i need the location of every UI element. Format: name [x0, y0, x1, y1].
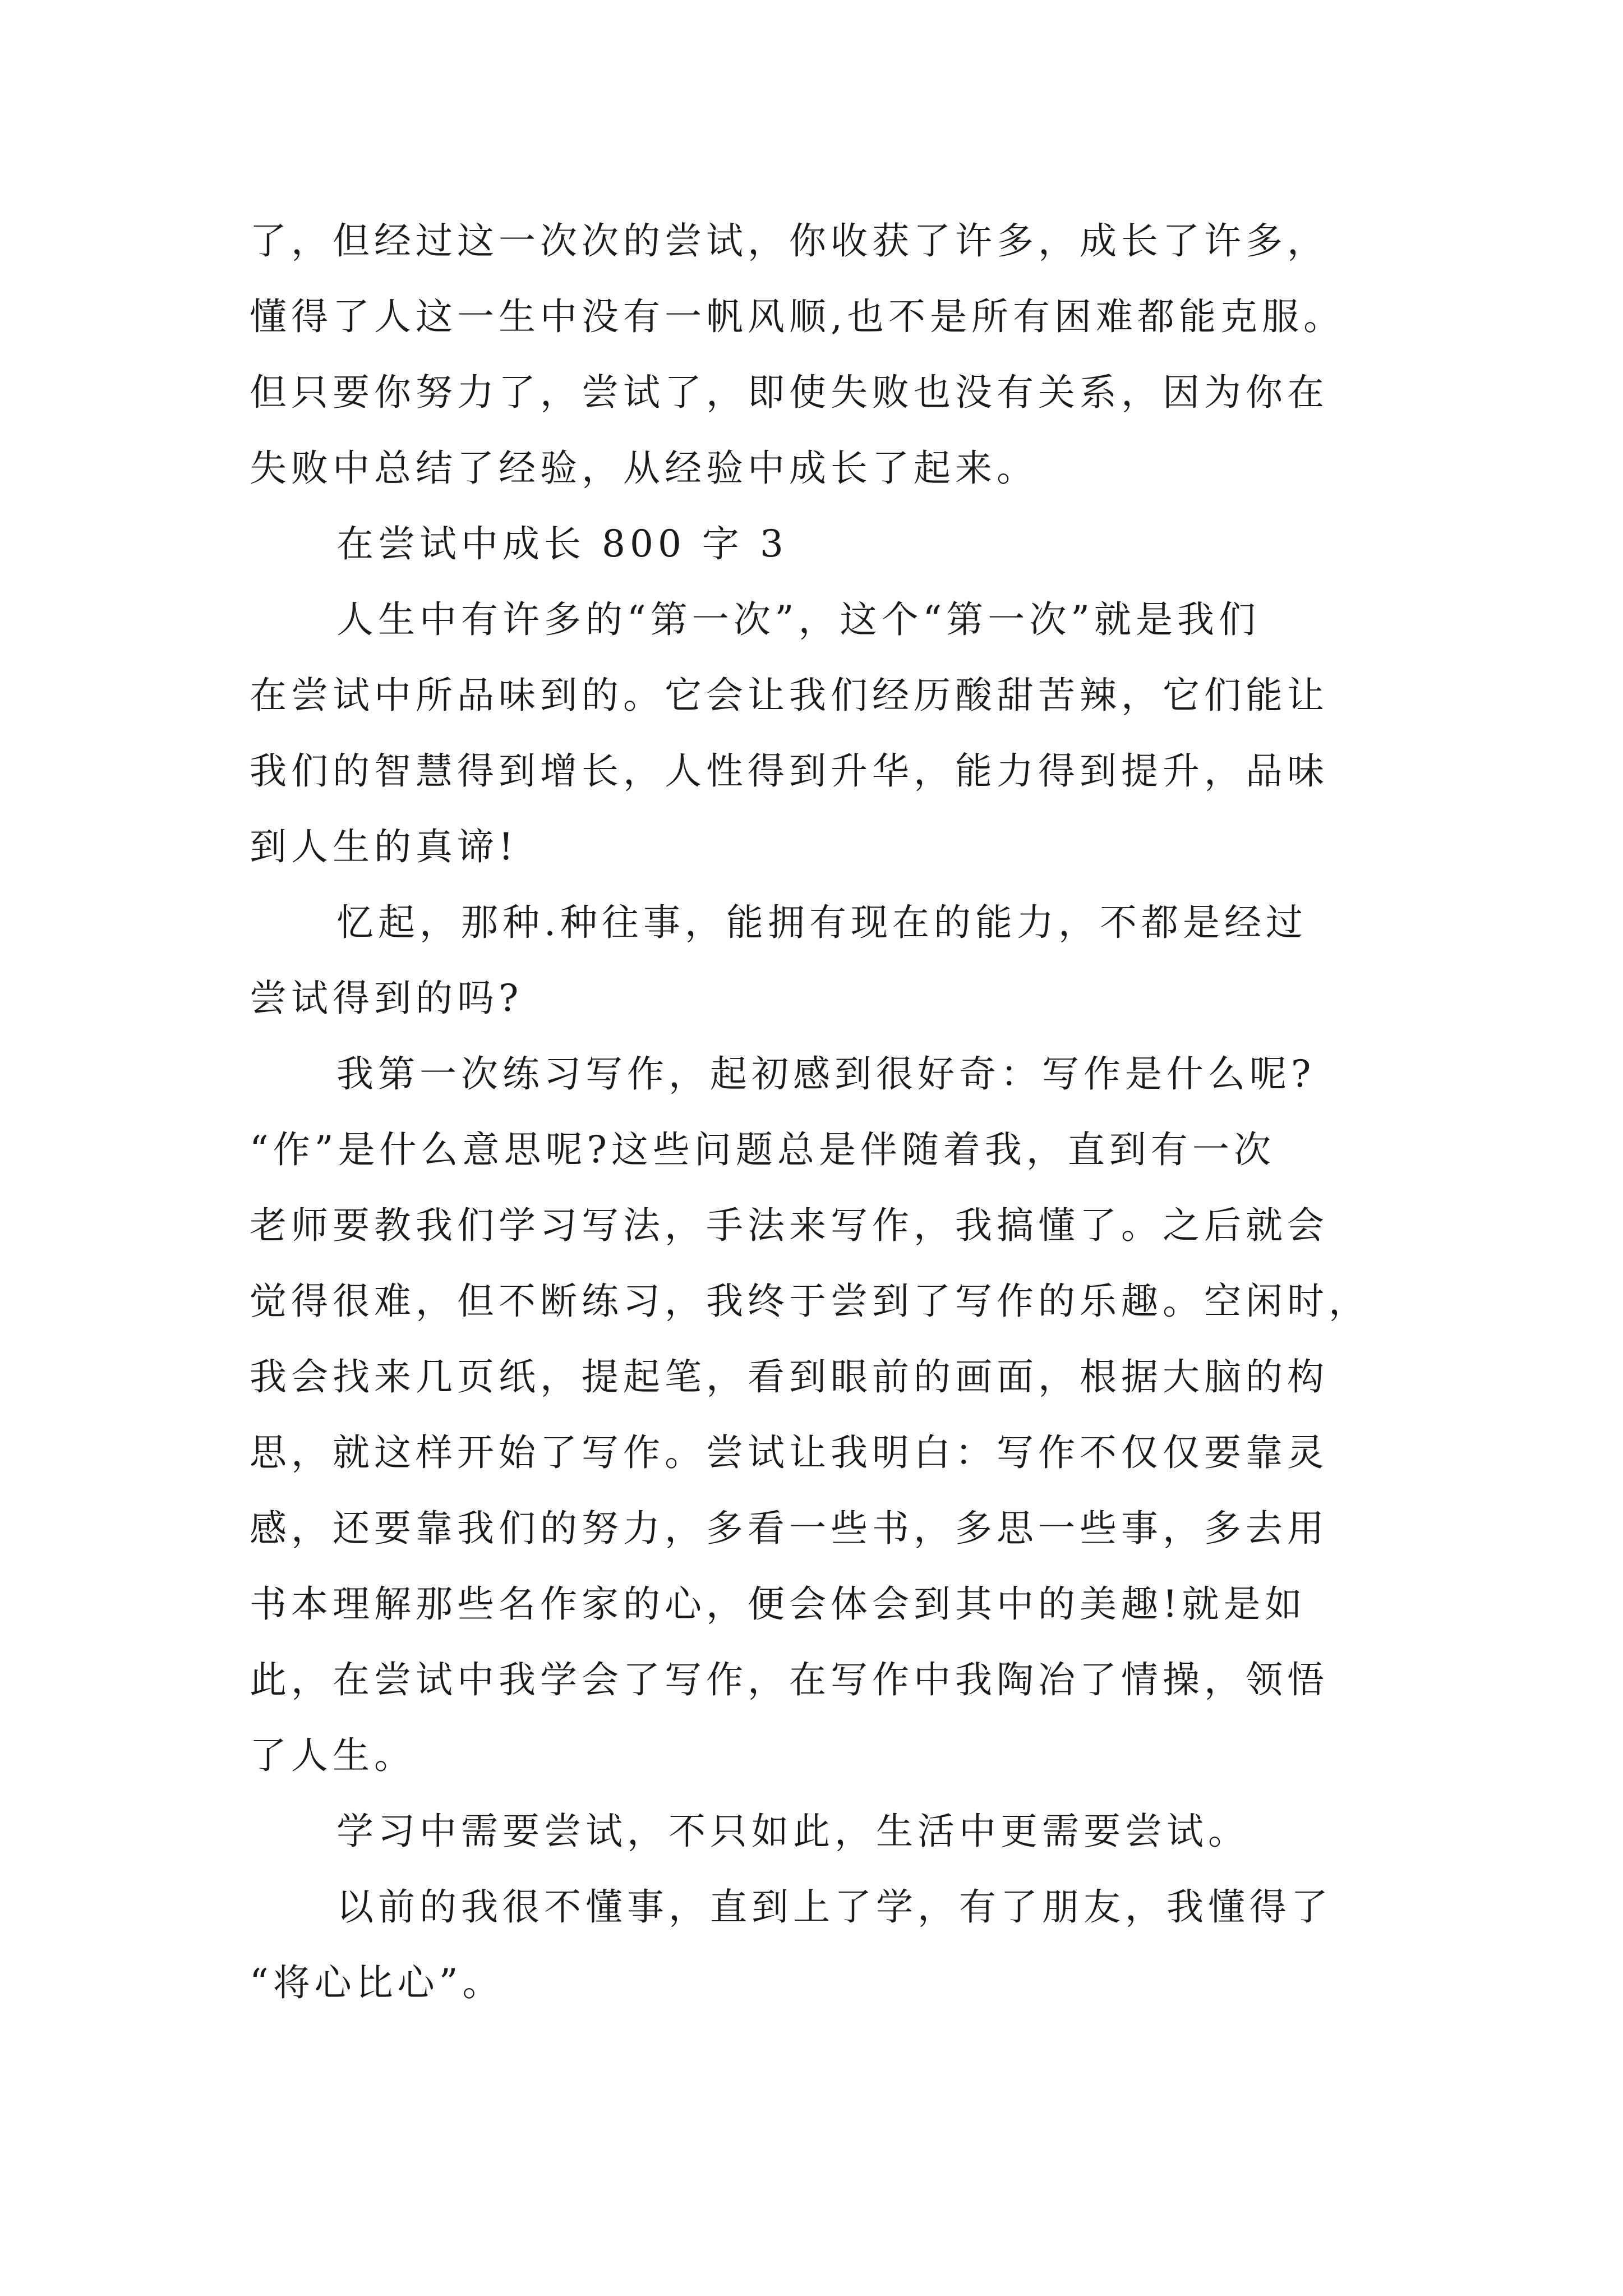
text-line: 我第一次练习写作，起初感到很好奇：写作是什么呢? — [336, 1052, 1316, 1096]
text-line: 我们的智慧得到增长，人性得到升华，能力得到提升，品味 — [250, 749, 1329, 793]
text-line: “将心比心”。 — [250, 1961, 504, 2004]
text-line: 人生中有许多的“第一次”，这个“第一次”就是我们 — [336, 598, 1260, 641]
text-line: 觉得很难，但不断练习，我终于尝到了写作的乐趣。空闲时， — [250, 1280, 1370, 1323]
text-line: 感，还要靠我们的努力，多看一些书，多思一些事，多去用 — [250, 1507, 1329, 1550]
text-line: 此，在尝试中我学会了写作，在写作中我陶冶了情操，领悟 — [250, 1658, 1329, 1701]
text-line: 了，但经过这一次次的尝试，你收获了许多，成长了许多， — [250, 219, 1329, 263]
text-line: 我会找来几页纸，提起笔，看到眼前的画面，根据大脑的构 — [250, 1355, 1329, 1398]
text-line: 尝试得到的吗? — [250, 977, 523, 1020]
text-line: 了人生。 — [250, 1734, 416, 1777]
text-line: 思，就这样开始了写作。尝试让我明白：写作不仅仅要靠灵 — [250, 1431, 1329, 1474]
section-heading: 在尝试中成长 800 字 3 — [336, 522, 788, 565]
text-line: 忆起，那种.种往事，能拥有现在的能力，不都是经过 — [336, 901, 1307, 944]
text-line: 到人生的真谛! — [250, 825, 518, 868]
text-line: 书本理解那些名作家的心，便会体会到其中的美趣!就是如 — [250, 1582, 1307, 1626]
text-line: 学习中需要尝试，不只如此，生活中更需要尝试。 — [336, 1810, 1249, 1853]
text-line: 懂得了人这一生中没有一帆风顺,也不是所有困难都能克服。 — [250, 295, 1345, 338]
text-line: “作”是什么意思呢?这些问题总是伴随着我，直到有一次 — [250, 1128, 1275, 1171]
text-line: 但只要你努力了，尝试了，即使失败也没有关系，因为你在 — [250, 371, 1329, 414]
text-line: 失败中总结了经验，从经验中成长了起来。 — [250, 447, 1038, 490]
text-line: 以前的我很不懂事，直到上了学，有了朋友，我懂得了 — [336, 1885, 1332, 1929]
text-line: 在尝试中所品味到的。它会让我们经历酸甜苦辣，它们能让 — [250, 674, 1329, 717]
text-line: 老师要教我们学习写法，手法来写作，我搞懂了。之后就会 — [250, 1204, 1329, 1247]
